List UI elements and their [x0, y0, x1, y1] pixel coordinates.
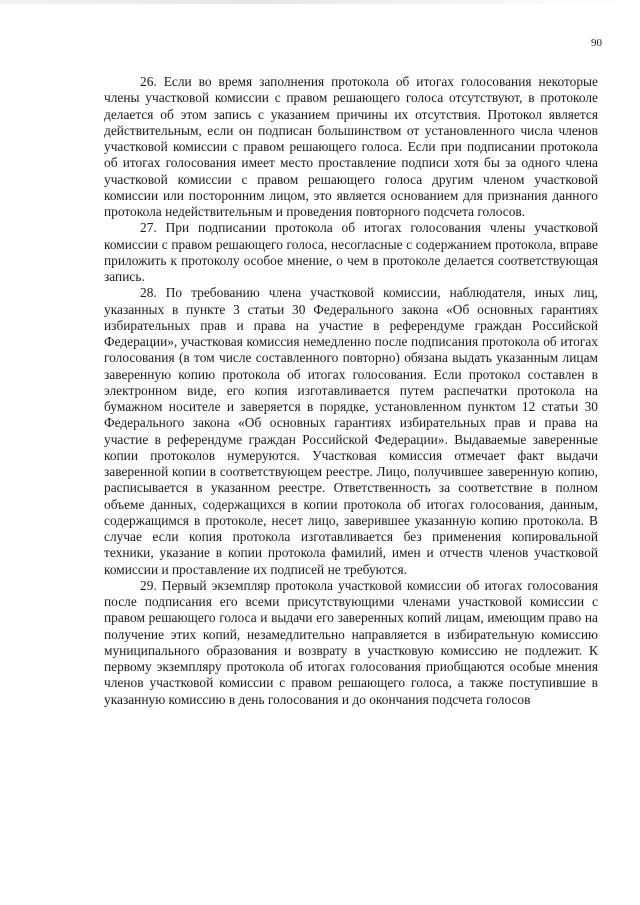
paragraph-29: 29. Первый экземпляр протокола участковой комиссии об итогах голосования после подписания его всеми присутствующими членами участковой комиссии с правом решающего голоса и выдачи его заверенных копий лицам, имеющим право на получение этих копий, незамедлительно направляется в избирательную комиссию муниципального образования и возврату в участковую комиссию не подлежит. К первому экземпляру протокола об итогах голосования приобщаются особые мнения членов участковой комиссии с правом решающего голоса, а также поступившие в указанную комиссию в день голосования и до окончания подсчета голосов — [104, 577, 598, 707]
paragraph-27: 27. При подписании протокола об итогах голосования члены участковой комиссии с правом решающего голоса, несогласные с содержанием протокола, вправе приложить к протоколу особое мнение, о чем в протоколе делается соответствующая запись. — [104, 220, 598, 284]
page-number: 90 — [591, 37, 602, 49]
paragraph-28: 28. По требованию члена участковой комиссии, наблюдателя, иных лиц, указанных в пункте 3 статьи 30 Федерального закона «Об основных гарантиях избирательных прав и права на участие в референдуме граждан Российской Федерации», участковая комиссия немедленно после подписания протокола об итогах голосования (в том числе составленного повторно) обязана выдать указанным лицам заверенную копию протокола об итогах голосования. Если протокол составлен в электронном виде, его копия изготавливается путем распечатки протокола на бумажном носителе и заверяется в порядке, установленном пунктом 12 статьи 30 Федерального закона «Об основных гарантиях избирательных прав и права на участие в референдуме граждан Российской Федерации». Выдаваемые заверенные копии протоколов нумеруются. Участковая комиссия отмечает факт выдачи заверенной копии в соответствующем реестре. Лицо, получившее заверенную копию, расписывается в указанном реестре. Ответственность за соответствие в полном объеме данных, содержащихся в копии протокола об итогах голосования, данным, содержащимся в протоколе, несет лицо, заверившее указанную копию протокола. В случае если копия протокола изготавливается без применения копировальной техники, указание в копии протокола фамилий, имен и отчеств членов участковой комиссии и проставление их подписей не требуются. — [104, 285, 598, 577]
document-body — [104, 74, 598, 708]
paragraph-26: 26. Если во время заполнения протокола об итогах голосования некоторые члены участковой комиссии с правом решающего голоса отсутствуют, в протоколе делается об этом запись с указанием причины их отсутствия. Протокол является действительным, если он подписан большинством от установленного числа членов участковой комиссии с правом решающего голоса. Если при подписании протокола об итогах голосования имеет место проставление подписи хотя бы за одного члена участковой комиссии с правом решающего голоса другим членом участковой комиссии или посторонним лицом, это является основанием для признания данного протокола недействительным и проведения повторного подсчета голосов. — [104, 74, 598, 219]
scan-edge-shading — [0, 0, 640, 4]
